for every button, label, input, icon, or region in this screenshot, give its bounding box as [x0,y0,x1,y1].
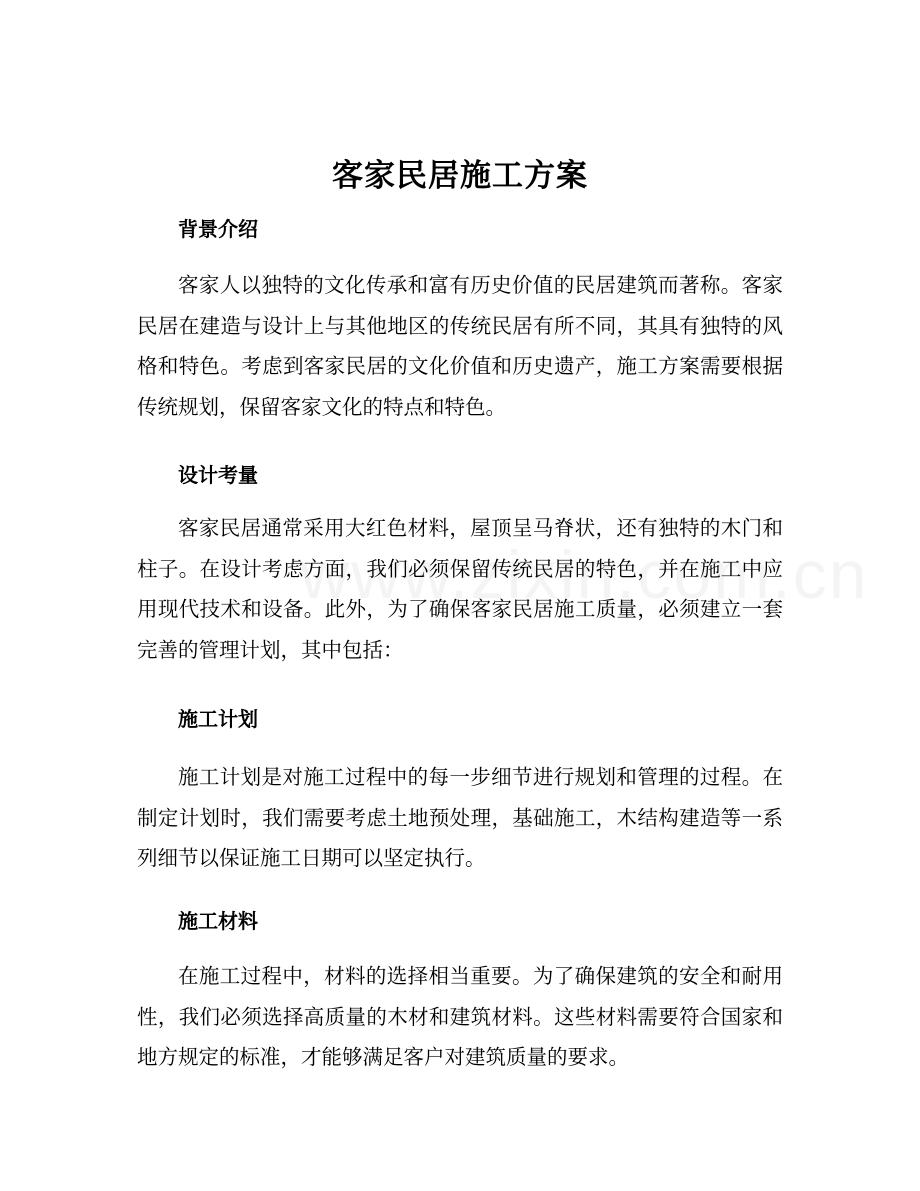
section-heading-design: 设计考量 [178,463,258,487]
section-paragraph-plan: 施工计划是对施工过程中的每一步细节进行规划和管理的过程。在制定计划时，我们需要考虑土地预处理，基础施工，木结构建造等一系列细节以保证施工日期可以坚定执行。 [137,765,783,870]
section-paragraph-background: 客家人以独特的文化传承和富有历史价值的民居建筑而著称。客家民居在建造与设计上与其他地区的传统民居有所不同，其具有独特的风格和特色。考虑到客家民居的文化价值和历史遗产，施工方案需要根据传统规划，保留客家文化的特点和特色。 [137,273,783,419]
section-paragraph-materials: 在施工过程中，材料的选择相当重要。为了确保建筑的安全和耐用性，我们必须选择高质量的木材和建筑材料。这些材料需要符合国家和地方规定的标准，才能够满足客户对建筑质量的要求。 [137,964,783,1069]
document-title: 客家民居施工方案 [332,158,588,194]
section-heading-plan: 施工计划 [178,707,258,731]
section-paragraph-design: 客家民居通常采用大红色材料，屋顶呈马脊状，还有独特的木门和柱子。在设计考虑方面，我们必须保留传统民居的特色，并在施工中应用现代技术和设备。此外，为了确保客家民居施工质量，必须建立一套完善的管理计划，其中包括： [137,516,783,662]
section-heading-background: 背景介绍 [178,217,258,241]
section-heading-materials: 施工材料 [178,909,258,933]
